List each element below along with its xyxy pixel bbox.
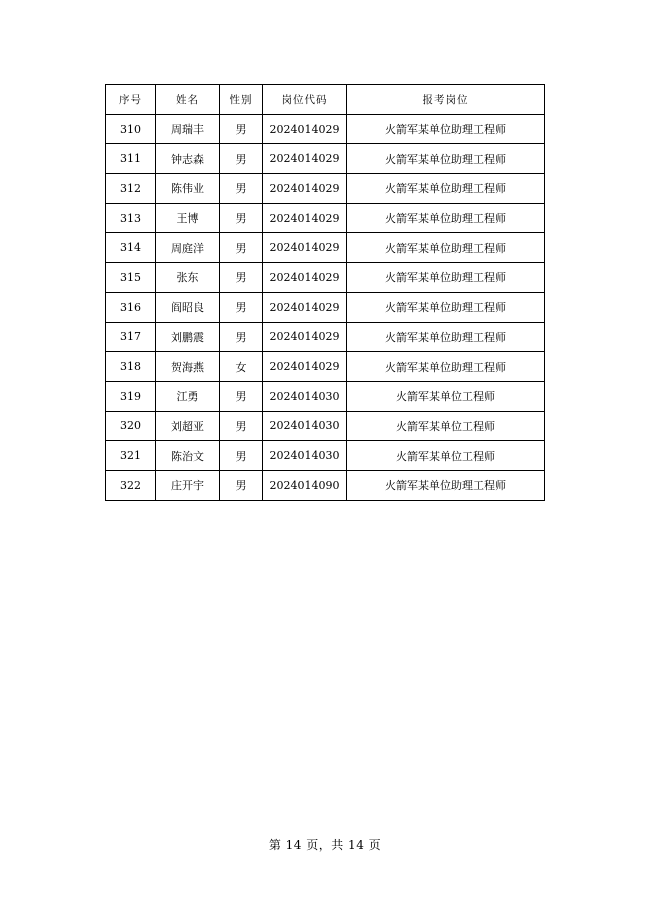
table-row bbox=[106, 411, 545, 441]
table-row bbox=[106, 381, 545, 411]
cell-name: 刘超亚 bbox=[156, 411, 220, 441]
cell-position-code: 2024014029 bbox=[263, 174, 347, 204]
cell-position-code: 2024014029 bbox=[263, 144, 347, 174]
cell-position-code: 2024014090 bbox=[263, 470, 347, 500]
cell-position-code: 2024014029 bbox=[263, 233, 347, 263]
cell-applied-position: 火箭军某单位助理工程师 bbox=[347, 292, 545, 322]
cell-applied-position: 火箭军某单位工程师 bbox=[347, 381, 545, 411]
cell-serial-number: 312 bbox=[106, 174, 156, 204]
cell-applied-position: 火箭军某单位助理工程师 bbox=[347, 263, 545, 293]
page-number-footer: 第 14 页，共 14 页 bbox=[268, 838, 382, 852]
cell-position-code: 2024014029 bbox=[263, 203, 347, 233]
cell-gender: 男 bbox=[220, 203, 263, 233]
cell-applied-position: 火箭军某单位工程师 bbox=[347, 441, 545, 471]
cell-gender: 男 bbox=[220, 263, 263, 293]
cell-applied-position: 火箭军某单位助理工程师 bbox=[347, 203, 545, 233]
cell-serial-number: 316 bbox=[106, 292, 156, 322]
cell-gender: 男 bbox=[220, 470, 263, 500]
cell-serial-number: 315 bbox=[106, 263, 156, 293]
table-row bbox=[106, 203, 545, 233]
table-row bbox=[106, 322, 545, 352]
cell-serial-number: 321 bbox=[106, 441, 156, 471]
cell-position-code: 2024014030 bbox=[263, 381, 347, 411]
cell-gender: 男 bbox=[220, 292, 263, 322]
cell-name: 江勇 bbox=[156, 381, 220, 411]
cell-gender: 男 bbox=[220, 114, 263, 144]
header-position-code: 岗位代码 bbox=[263, 85, 347, 115]
cell-position-code: 2024014029 bbox=[263, 114, 347, 144]
table-row bbox=[106, 352, 545, 382]
header-applied-position: 报考岗位 bbox=[347, 85, 545, 115]
table-row bbox=[106, 441, 545, 471]
cell-applied-position: 火箭军某单位助理工程师 bbox=[347, 174, 545, 204]
cell-name: 周瑞丰 bbox=[156, 114, 220, 144]
cell-serial-number: 314 bbox=[106, 233, 156, 263]
cell-serial-number: 318 bbox=[106, 352, 156, 382]
cell-gender: 男 bbox=[220, 144, 263, 174]
header-serial-number: 序号 bbox=[106, 85, 156, 115]
cell-applied-position: 火箭军某单位助理工程师 bbox=[347, 114, 545, 144]
cell-serial-number: 310 bbox=[106, 114, 156, 144]
cell-name: 陈治文 bbox=[156, 441, 220, 471]
cell-name: 王博 bbox=[156, 203, 220, 233]
table-header-row bbox=[106, 85, 545, 115]
cell-serial-number: 313 bbox=[106, 203, 156, 233]
header-name: 姓名 bbox=[156, 85, 220, 115]
cell-name: 刘鹏震 bbox=[156, 322, 220, 352]
cell-gender: 男 bbox=[220, 381, 263, 411]
cell-serial-number: 311 bbox=[106, 144, 156, 174]
cell-position-code: 2024014029 bbox=[263, 322, 347, 352]
cell-gender: 男 bbox=[220, 411, 263, 441]
cell-name: 贺海燕 bbox=[156, 352, 220, 382]
header-gender: 性别 bbox=[220, 85, 263, 115]
cell-position-code: 2024014029 bbox=[263, 263, 347, 293]
cell-position-code: 2024014029 bbox=[263, 292, 347, 322]
table-row bbox=[106, 114, 545, 144]
cell-applied-position: 火箭军某单位助理工程师 bbox=[347, 322, 545, 352]
table-row bbox=[106, 174, 545, 204]
table-row bbox=[106, 263, 545, 293]
cell-name: 周庭洋 bbox=[156, 233, 220, 263]
cell-name: 陈伟业 bbox=[156, 174, 220, 204]
cell-name: 庄开宇 bbox=[156, 470, 220, 500]
candidate-table-container bbox=[105, 84, 544, 501]
cell-name: 张东 bbox=[156, 263, 220, 293]
cell-position-code: 2024014030 bbox=[263, 441, 347, 471]
cell-serial-number: 320 bbox=[106, 411, 156, 441]
cell-applied-position: 火箭军某单位助理工程师 bbox=[347, 352, 545, 382]
cell-applied-position: 火箭军某单位助理工程师 bbox=[347, 144, 545, 174]
cell-serial-number: 317 bbox=[106, 322, 156, 352]
cell-position-code: 2024014029 bbox=[263, 352, 347, 382]
cell-position-code: 2024014030 bbox=[263, 411, 347, 441]
cell-gender: 女 bbox=[220, 352, 263, 382]
cell-gender: 男 bbox=[220, 322, 263, 352]
cell-applied-position: 火箭军某单位助理工程师 bbox=[347, 470, 545, 500]
cell-name: 钟志森 bbox=[156, 144, 220, 174]
table-body bbox=[106, 114, 545, 500]
cell-applied-position: 火箭军某单位工程师 bbox=[347, 411, 545, 441]
table-row bbox=[106, 233, 545, 263]
candidate-table bbox=[105, 84, 545, 501]
table-row bbox=[106, 470, 545, 500]
cell-serial-number: 322 bbox=[106, 470, 156, 500]
cell-gender: 男 bbox=[220, 233, 263, 263]
cell-serial-number: 319 bbox=[106, 381, 156, 411]
table-row bbox=[106, 292, 545, 322]
cell-gender: 男 bbox=[220, 174, 263, 204]
cell-gender: 男 bbox=[220, 441, 263, 471]
table-row bbox=[106, 144, 545, 174]
cell-name: 阎昭良 bbox=[156, 292, 220, 322]
cell-applied-position: 火箭军某单位助理工程师 bbox=[347, 233, 545, 263]
